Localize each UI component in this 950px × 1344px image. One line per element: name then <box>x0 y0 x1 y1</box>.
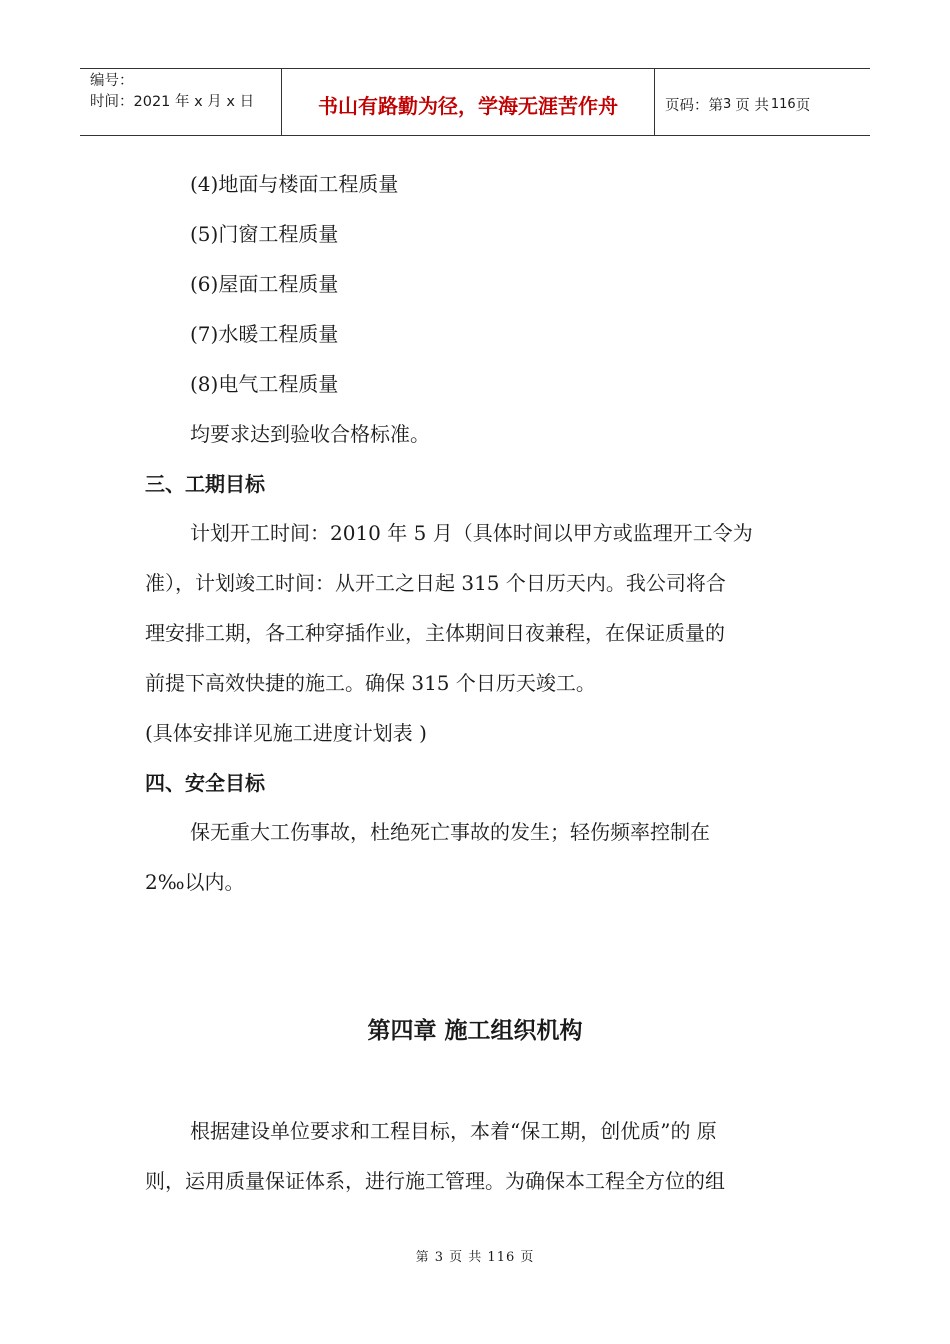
schedule-note: (具体安排详见施工进度计划表 ) <box>145 721 427 745</box>
page-current: 3 <box>723 96 732 112</box>
page-mid: 页 共 <box>735 97 769 114</box>
schedule-paragraph-line-2: 准），计划竣工时间：从开工之日起 315 个日历天内。我公司将合 <box>145 571 726 595</box>
header-meta <box>80 69 282 135</box>
quality-item-4: (4)地面与楼面工程质量 <box>190 172 399 196</box>
section-heading-safety: 四、安全目标 <box>145 771 265 795</box>
page-suffix: 页 <box>795 97 811 114</box>
page-header <box>80 68 870 136</box>
page-prefix: 页码：第 <box>665 97 723 114</box>
section-heading-schedule: 三、工期目标 <box>145 472 265 496</box>
schedule-paragraph-line-1: 计划开工时间：2010 年 5 月（具体时间以甲方或监理开工令为 <box>190 521 753 545</box>
chapter-title: 第四章 施工组织机构 <box>367 1018 583 1044</box>
quality-item-5: (5)门窗工程质量 <box>190 222 339 246</box>
org-paragraph-line-2: 则，运用质量保证体系，进行施工管理。为确保本工程全方位的组 <box>145 1169 725 1193</box>
header-page-info <box>655 69 870 135</box>
page-footer: 第 3 页 共 116 页 <box>415 1250 535 1265</box>
safety-paragraph-line-2: 2‰以内。 <box>145 870 245 894</box>
schedule-paragraph-line-4: 前提下高效快捷的施工。确保 315 个日历天竣工。 <box>145 671 596 695</box>
quality-item-8: (8)电气工程质量 <box>190 372 339 396</box>
page-total: 116 <box>770 96 796 112</box>
doc-number-label: 编号： <box>90 73 134 89</box>
org-paragraph-line-1: 根据建设单位要求和工程目标，本着“保工期，创优质”的 原 <box>190 1119 717 1143</box>
quality-item-7: (7)水暖工程质量 <box>190 322 339 346</box>
schedule-paragraph-line-3: 理安排工期，各工种穿插作业，主体期间日夜兼程，在保证质量的 <box>145 621 725 645</box>
time-label: 时间：2021 年 x 月 x 日 <box>90 94 255 110</box>
quality-item-6: (6)屋面工程质量 <box>190 272 339 296</box>
quality-conclusion: 均要求达到验收合格标准。 <box>190 422 430 446</box>
header-motto: 书山有路勤为径，学海无涯苦作舟 <box>282 69 655 135</box>
safety-paragraph-line-1: 保无重大工伤事故，杜绝死亡事故的发生；轻伤频率控制在 <box>190 820 710 844</box>
